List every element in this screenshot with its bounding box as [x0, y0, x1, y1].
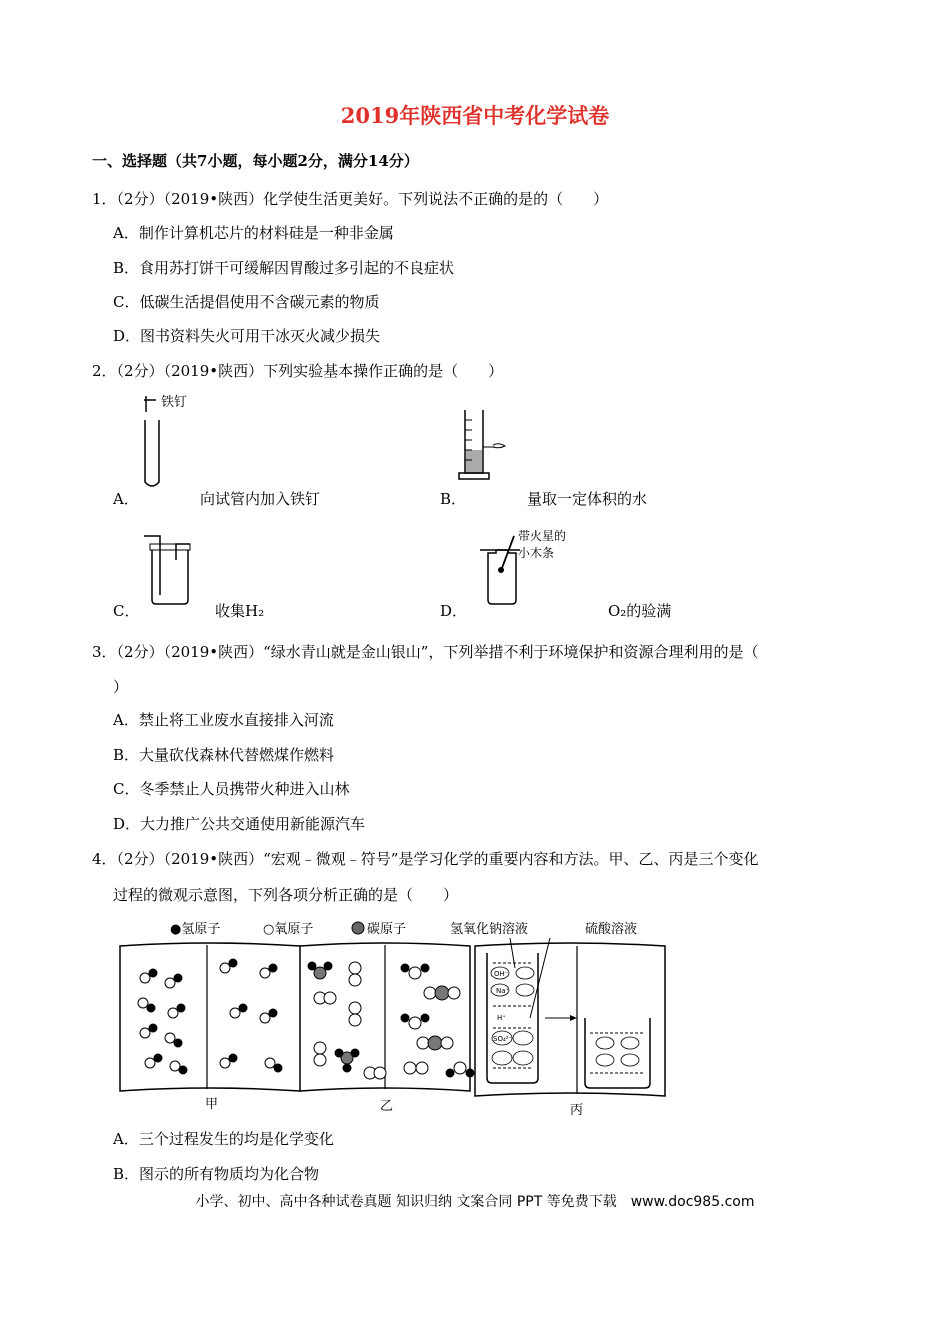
question-2-option-c-letter: C． — [113, 602, 140, 620]
panel-label-bing: 丙 — [570, 1103, 584, 1118]
question-2-option-a-letter: A． — [113, 490, 139, 508]
graduated-cylinder-figure — [455, 405, 545, 490]
question-2-option-d-text: O₂的验满 — [608, 602, 672, 620]
question-2-stem: 2．（2分）（2019•陕西）下列实验基本操作正确的是（ ） — [92, 362, 504, 380]
question-3-option-c: C．冬季禁止人员携带火种进入山林 — [113, 780, 350, 798]
question-1-option-a: A．制作计算机芯片的材料硅是一种非金属 — [113, 224, 394, 242]
page-title: 2019年陕西省中考化学试卷 — [340, 103, 610, 128]
ion-label-h: H⁺ — [497, 1014, 506, 1022]
legend-naoh-solution: 氢氧化钠溶液 — [450, 922, 529, 937]
question-4-stem-line1: 4．（2分）（2019•陕西）“宏观﹣微观﹣符号”是学习化学的重要内容和方法。甲、乙、丙是三个变化 — [92, 850, 759, 868]
question-4-option-a: A．三个过程发生的均是化学变化 — [113, 1130, 334, 1148]
question-1-option-d: D．图书资料失火可用干冰灭火减少损失 — [113, 327, 381, 345]
oxygen-test-figure — [478, 528, 588, 610]
iron-nail-label: 铁钉 — [161, 395, 188, 410]
section-heading: 一、选择题（共7小题，每小题2分，满分14分） — [92, 152, 419, 170]
wood-splint-label-line1: 带火星的 — [518, 529, 567, 543]
question-4-option-b: B．图示的所有物质均为化合物 — [113, 1165, 320, 1183]
question-2-option-c-text: 收集H₂ — [215, 602, 265, 620]
ion-label-na: Na⁺ — [496, 987, 510, 995]
legend-oxygen: ○氧原子 — [263, 922, 314, 937]
question-2-option-a-text: 向试管内加入铁钉 — [200, 490, 321, 508]
question-2-option-d-letter: D． — [440, 602, 468, 620]
question-2-option-b-text: 量取一定体积的水 — [527, 490, 648, 508]
panel-label-jia: 甲 — [205, 1097, 219, 1112]
gas-collecting-bottle-figure — [140, 530, 200, 610]
question-1-option-b: B．食用苏打饼干可缓解因胃酸过多引起的不良症状 — [113, 259, 455, 277]
question-3-option-a: A．禁止将工业废水直接排入河流 — [113, 711, 334, 729]
question-3-option-d: D．大力推广公共交通使用新能源汽车 — [113, 815, 366, 833]
question-4-stem-line2: 过程的微观示意图，下列各项分析正确的是（ ） — [113, 886, 459, 904]
legend-h2so4-solution: 硫酸溶液 — [585, 922, 638, 937]
question-1-stem: 1．（2分）（2019•陕西）化学使生活更美好。下列说法不正确的是的（ ） — [92, 190, 609, 208]
question-1-option-c: C．低碳生活提倡使用不含碳元素的物质 — [113, 293, 380, 311]
ion-label-oh: OH⁻ — [494, 970, 509, 978]
question-2-option-b-letter: B． — [440, 490, 467, 508]
legend-hydrogen: ●氢原子 — [170, 922, 221, 937]
page-footer: 小学、初中、高中各种试卷真题 知识归纳 文案合同 PPT 等免费下载 www.doc985.com — [195, 1194, 755, 1210]
wood-splint-label-line2: 小木条 — [518, 546, 555, 560]
panel-label-yi: 乙 — [380, 1099, 394, 1114]
question-3-option-b: B．大量砍伐森林代替燃煤作燃料 — [113, 746, 335, 764]
test-tube-nail-figure — [134, 392, 214, 492]
microscopic-diagram — [115, 918, 670, 1118]
ion-label-so4: SO₄²⁻ — [493, 1035, 513, 1043]
question-3-stem-line2: ） — [113, 678, 129, 696]
question-3-stem-line1: 3．（2分）（2019•陕西）“绿水青山就是金山银山”，下列举措不利于环境保护和资源合理利用的是（ — [92, 643, 759, 661]
legend-carbon: 碳原子 — [367, 922, 407, 937]
